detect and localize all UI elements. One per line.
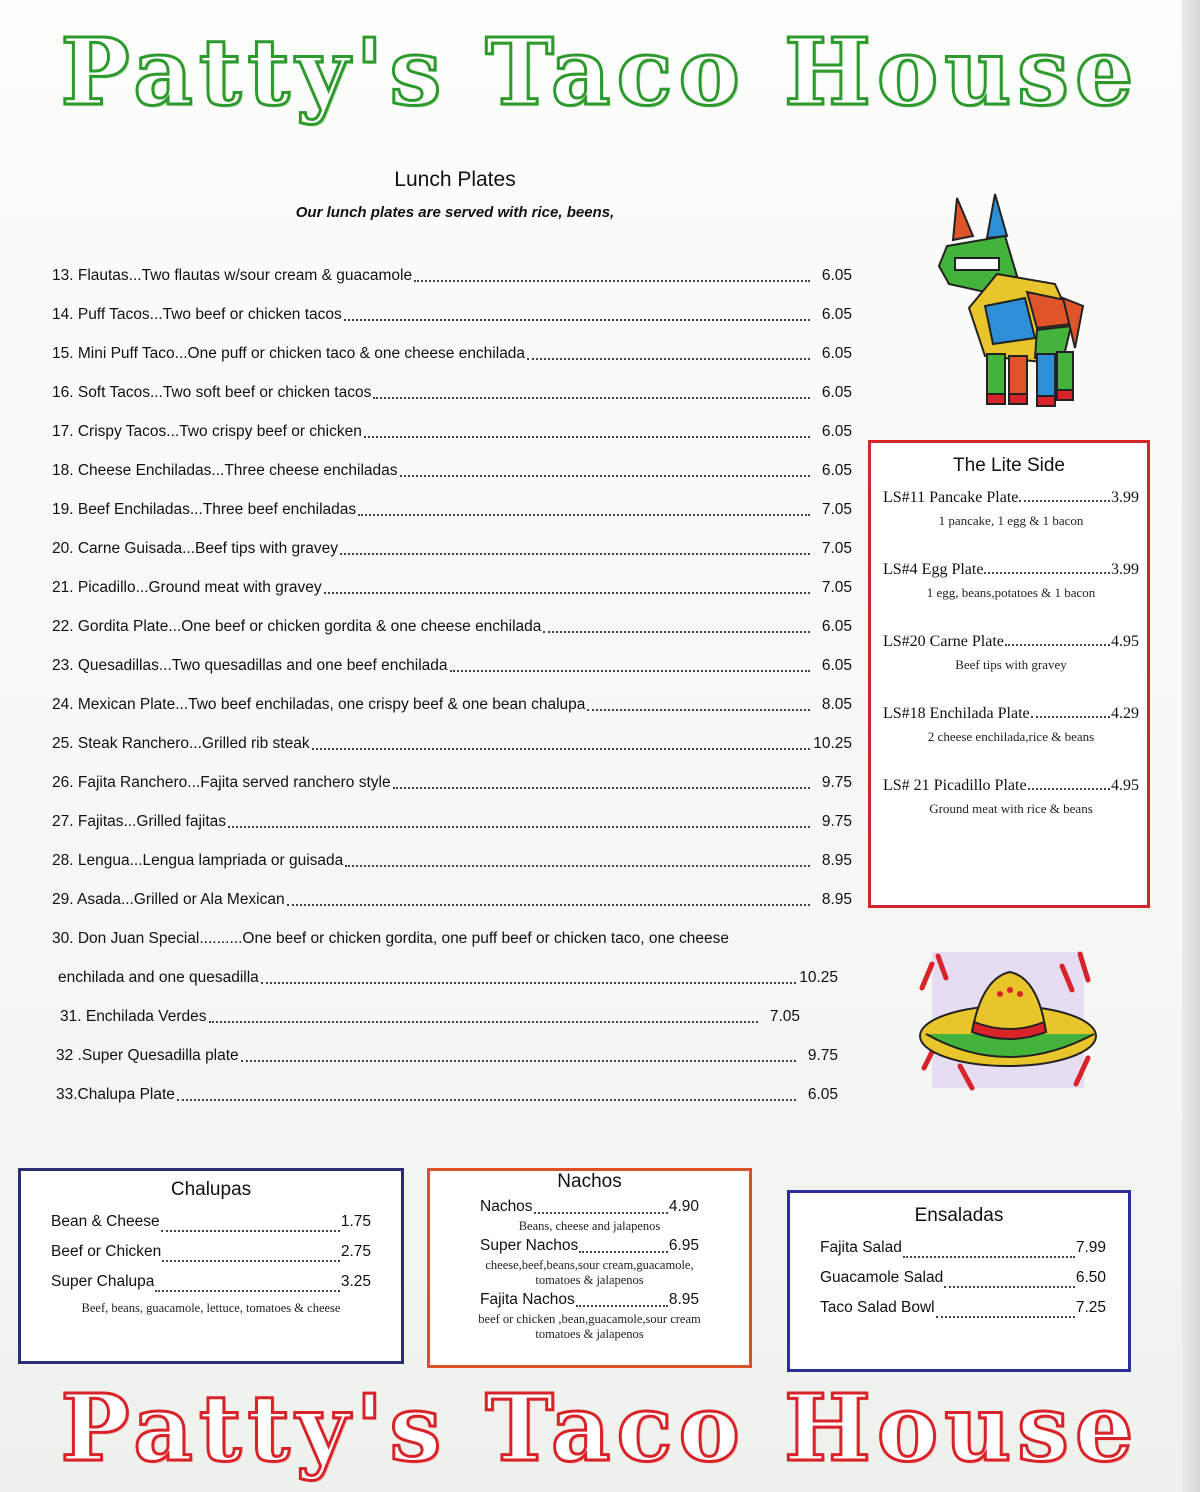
menu-item-price: 10.25	[799, 968, 838, 986]
menu-item-name: enchilada and one quesadilla	[58, 968, 259, 986]
lite-item-desc: Beef tips with gravey	[955, 657, 1067, 672]
ensalada-item	[820, 1293, 1106, 1323]
chalupa-item	[51, 1207, 371, 1237]
menu-item	[52, 763, 852, 802]
menu-item-special-line1	[52, 919, 852, 958]
lite-item-price: 4.95	[1111, 633, 1139, 650]
menu-item-price: 7.05	[821, 500, 852, 518]
lite-item	[883, 489, 1139, 529]
ensaladas-box	[787, 1190, 1131, 1372]
lite-item	[883, 561, 1139, 601]
lite-side-box	[868, 440, 1150, 908]
menu-item	[52, 724, 852, 763]
menu-item-name: 22. Gordita Plate...One beef or chicken gordita & one cheese enchilada	[52, 617, 542, 635]
menu-item-name: 26. Fajita Ranchero...Fajita served ranchero style	[52, 773, 391, 791]
menu-item	[52, 490, 852, 529]
menu-item-price: 10.25	[813, 734, 852, 752]
chalupas-box	[18, 1168, 404, 1364]
menu-item-price: 8.05	[821, 695, 852, 713]
ensalada-item-price: 6.50	[1075, 1269, 1106, 1286]
chalupa-item-name: Beef or Chicken	[51, 1243, 162, 1260]
menu-item-name: 24. Mexican Plate...Two beef enchiladas, one crispy beef & one bean chalupa	[52, 695, 586, 713]
menu-item-price: 9.75	[807, 1046, 838, 1064]
page-edge	[1182, 0, 1200, 1492]
lite-item-desc: 1 egg, beans,potatoes & 1 bacon	[926, 585, 1096, 600]
menu-item	[52, 451, 852, 490]
nacho-item-price: 4.90	[668, 1198, 699, 1215]
menu-item-price: 6.05	[821, 422, 852, 440]
lite-item	[883, 777, 1139, 817]
menu-item-price: 7.05	[821, 578, 852, 596]
menu-item-name: 31. Enchilada Verdes	[60, 1007, 207, 1025]
menu-item-name: 33.Chalupa Plate	[56, 1085, 175, 1103]
menu-item-name: 19. Beef Enchiladas...Three beef enchiladas	[52, 500, 357, 518]
nacho-desc: Beans, cheese and jalapenos	[518, 1219, 661, 1233]
nacho-desc: tomatoes & jalapenos	[535, 1327, 644, 1341]
ensalada-item-name: Fajita Salad	[820, 1239, 902, 1256]
chalupa-item-price: 3.25	[340, 1273, 371, 1290]
nacho-item-name: Nachos	[480, 1198, 533, 1215]
menu-item-price: 6.05	[821, 617, 852, 635]
menu-item	[52, 685, 852, 724]
ensalada-item-price: 7.99	[1075, 1239, 1106, 1256]
lite-item-name: LS# 21 Picadillo Plate	[883, 777, 1027, 794]
chalupa-item	[51, 1267, 371, 1297]
menu-item-price: 6.05	[821, 344, 852, 362]
menu-item	[52, 256, 852, 295]
menu-item-special-line2	[52, 958, 852, 997]
menu-item-name: 21. Picadillo...Ground meat with gravey	[52, 578, 322, 596]
lunch-plates-subtitle: Our lunch plates are served with rice, beens,	[295, 204, 615, 221]
menu-item-price: 6.05	[807, 1085, 838, 1103]
nacho-item-price: 8.95	[668, 1291, 699, 1308]
lite-item	[883, 633, 1139, 673]
menu-item-name: 32 .Super Quesadilla plate	[56, 1046, 239, 1064]
sombrero-icon	[912, 948, 1102, 1093]
menu-item-price: 6.05	[821, 461, 852, 479]
menu-item-name: 17. Crispy Tacos...Two crispy beef or chicken	[52, 422, 362, 440]
chalupa-item-name: Bean & Cheese	[51, 1213, 160, 1230]
ensalada-item-name: Taco Salad Bowl	[820, 1299, 935, 1316]
banner-bottom: Patty's Taco House	[60, 1374, 1140, 1482]
nacho-item	[444, 1234, 735, 1258]
chalupa-item-price: 2.75	[340, 1243, 371, 1260]
lite-side-title: The Lite Side	[953, 455, 1065, 476]
menu-item-name: 23. Quesadillas...Two quesadillas and one beef enchilada	[52, 656, 448, 674]
menu-item	[52, 841, 852, 880]
lite-item-name: LS#11 Pancake Plate	[883, 489, 1019, 506]
menu-item-price: 9.75	[821, 812, 852, 830]
menu-item-price: 6.05	[821, 266, 852, 284]
lite-item-desc: 2 cheese enchilada,rice & beans	[927, 729, 1095, 744]
menu-item	[52, 646, 852, 685]
nacho-desc: cheese,beef,beans,sour cream,guacamole,	[485, 1258, 694, 1272]
menu-item-price: 8.95	[821, 890, 852, 908]
menu-item-price: 8.95	[821, 851, 852, 869]
menu-item-price: 9.75	[821, 773, 852, 791]
lunch-plates-list	[52, 256, 852, 1114]
nachos-title: Nachos	[557, 1171, 622, 1192]
menu-item-name: 28. Lengua...Lengua lampriada or guisada	[52, 851, 344, 869]
nacho-item-name: Super Nachos	[480, 1237, 579, 1254]
menu-item-price: 6.05	[821, 383, 852, 401]
nacho-item-price: 6.95	[668, 1237, 699, 1254]
menu-item	[52, 568, 852, 607]
chalupa-item-name: Super Chalupa	[51, 1273, 155, 1290]
ensalada-item-price: 7.25	[1075, 1299, 1106, 1316]
menu-item	[52, 295, 852, 334]
menu-item-name: 20. Carne Guisada...Beef tips with gravey	[52, 539, 339, 557]
nacho-item	[444, 1195, 735, 1219]
lite-item-desc: 1 pancake, 1 egg & 1 bacon	[938, 513, 1084, 528]
menu-item-price: 6.05	[821, 656, 852, 674]
menu-item-name: 29. Asada...Grilled or Ala Mexican	[52, 890, 285, 908]
menu-item	[52, 997, 852, 1036]
nachos-box	[427, 1168, 752, 1368]
menu-item	[52, 1075, 852, 1114]
nacho-item-name: Fajita Nachos	[480, 1291, 575, 1308]
nacho-desc: beef or chicken ,bean,guacamole,sour cream	[478, 1312, 701, 1326]
lite-item-desc: Ground meat with rice & beans	[929, 801, 1093, 816]
menu-item-price: 6.05	[821, 305, 852, 323]
donkey-pinata-icon	[925, 188, 1085, 413]
menu-item-name: 16. Soft Tacos...Two soft beef or chicken tacos	[52, 383, 372, 401]
chalupa-desc: Beef, beans, guacamole, lettuce, tomatoes & cheese	[81, 1301, 341, 1315]
lite-item-name: LS#20 Carne Plate	[883, 633, 1004, 650]
chalupas-title: Chalupas	[170, 1179, 252, 1200]
lite-item-price: 4.95	[1111, 777, 1139, 794]
lunch-plates-title: Lunch Plates	[394, 168, 516, 191]
menu-item	[52, 880, 852, 919]
menu-item-name: 27. Fajitas...Grilled fajitas	[52, 812, 227, 830]
menu-item-name: 30. Don Juan Special..........One beef or chicken gordita, one puff beef or chicken taco, one cheese	[52, 929, 729, 947]
menu-item	[52, 529, 852, 568]
ensalada-item-name: Guacamole Salad	[820, 1269, 944, 1286]
ensaladas-title: Ensaladas	[914, 1205, 1004, 1226]
nacho-desc: tomatoes & jalapenos	[535, 1273, 644, 1287]
menu-item-name: 15. Mini Puff Taco...One puff or chicken taco & one cheese enchilada	[52, 344, 526, 362]
chalupa-item	[51, 1237, 371, 1267]
menu-item	[52, 1036, 852, 1075]
lite-item-price: 3.99	[1111, 489, 1139, 506]
menu-item-name: 13. Flautas...Two flautas w/sour cream & guacamole	[52, 266, 413, 284]
menu-item-price: 7.05	[821, 539, 852, 557]
menu-item-name: 25. Steak Ranchero...Grilled rib steak	[52, 734, 310, 752]
menu-item-name: 18. Cheese Enchiladas...Three cheese enchiladas	[52, 461, 398, 479]
lite-item-name: LS#4 Egg Plate	[883, 561, 984, 578]
nacho-item	[444, 1288, 735, 1312]
ensalada-item	[820, 1233, 1106, 1263]
menu-item	[52, 373, 852, 412]
banner-top: Patty's Taco House	[60, 18, 1140, 126]
lite-item	[883, 705, 1139, 745]
lite-item-price: 4.29	[1111, 705, 1139, 722]
ensalada-item	[820, 1263, 1106, 1293]
menu-item-name: 14. Puff Tacos...Two beef or chicken tacos	[52, 305, 342, 323]
lite-item-price: 3.99	[1111, 561, 1139, 578]
lite-item-name: LS#18 Enchilada Plate	[883, 705, 1030, 722]
menu-item	[52, 802, 852, 841]
menu-item-price: 7.05	[769, 1007, 800, 1025]
menu-item	[52, 607, 852, 646]
menu-item	[52, 334, 852, 373]
menu-item	[52, 412, 852, 451]
chalupa-item-price: 1.75	[340, 1213, 371, 1230]
